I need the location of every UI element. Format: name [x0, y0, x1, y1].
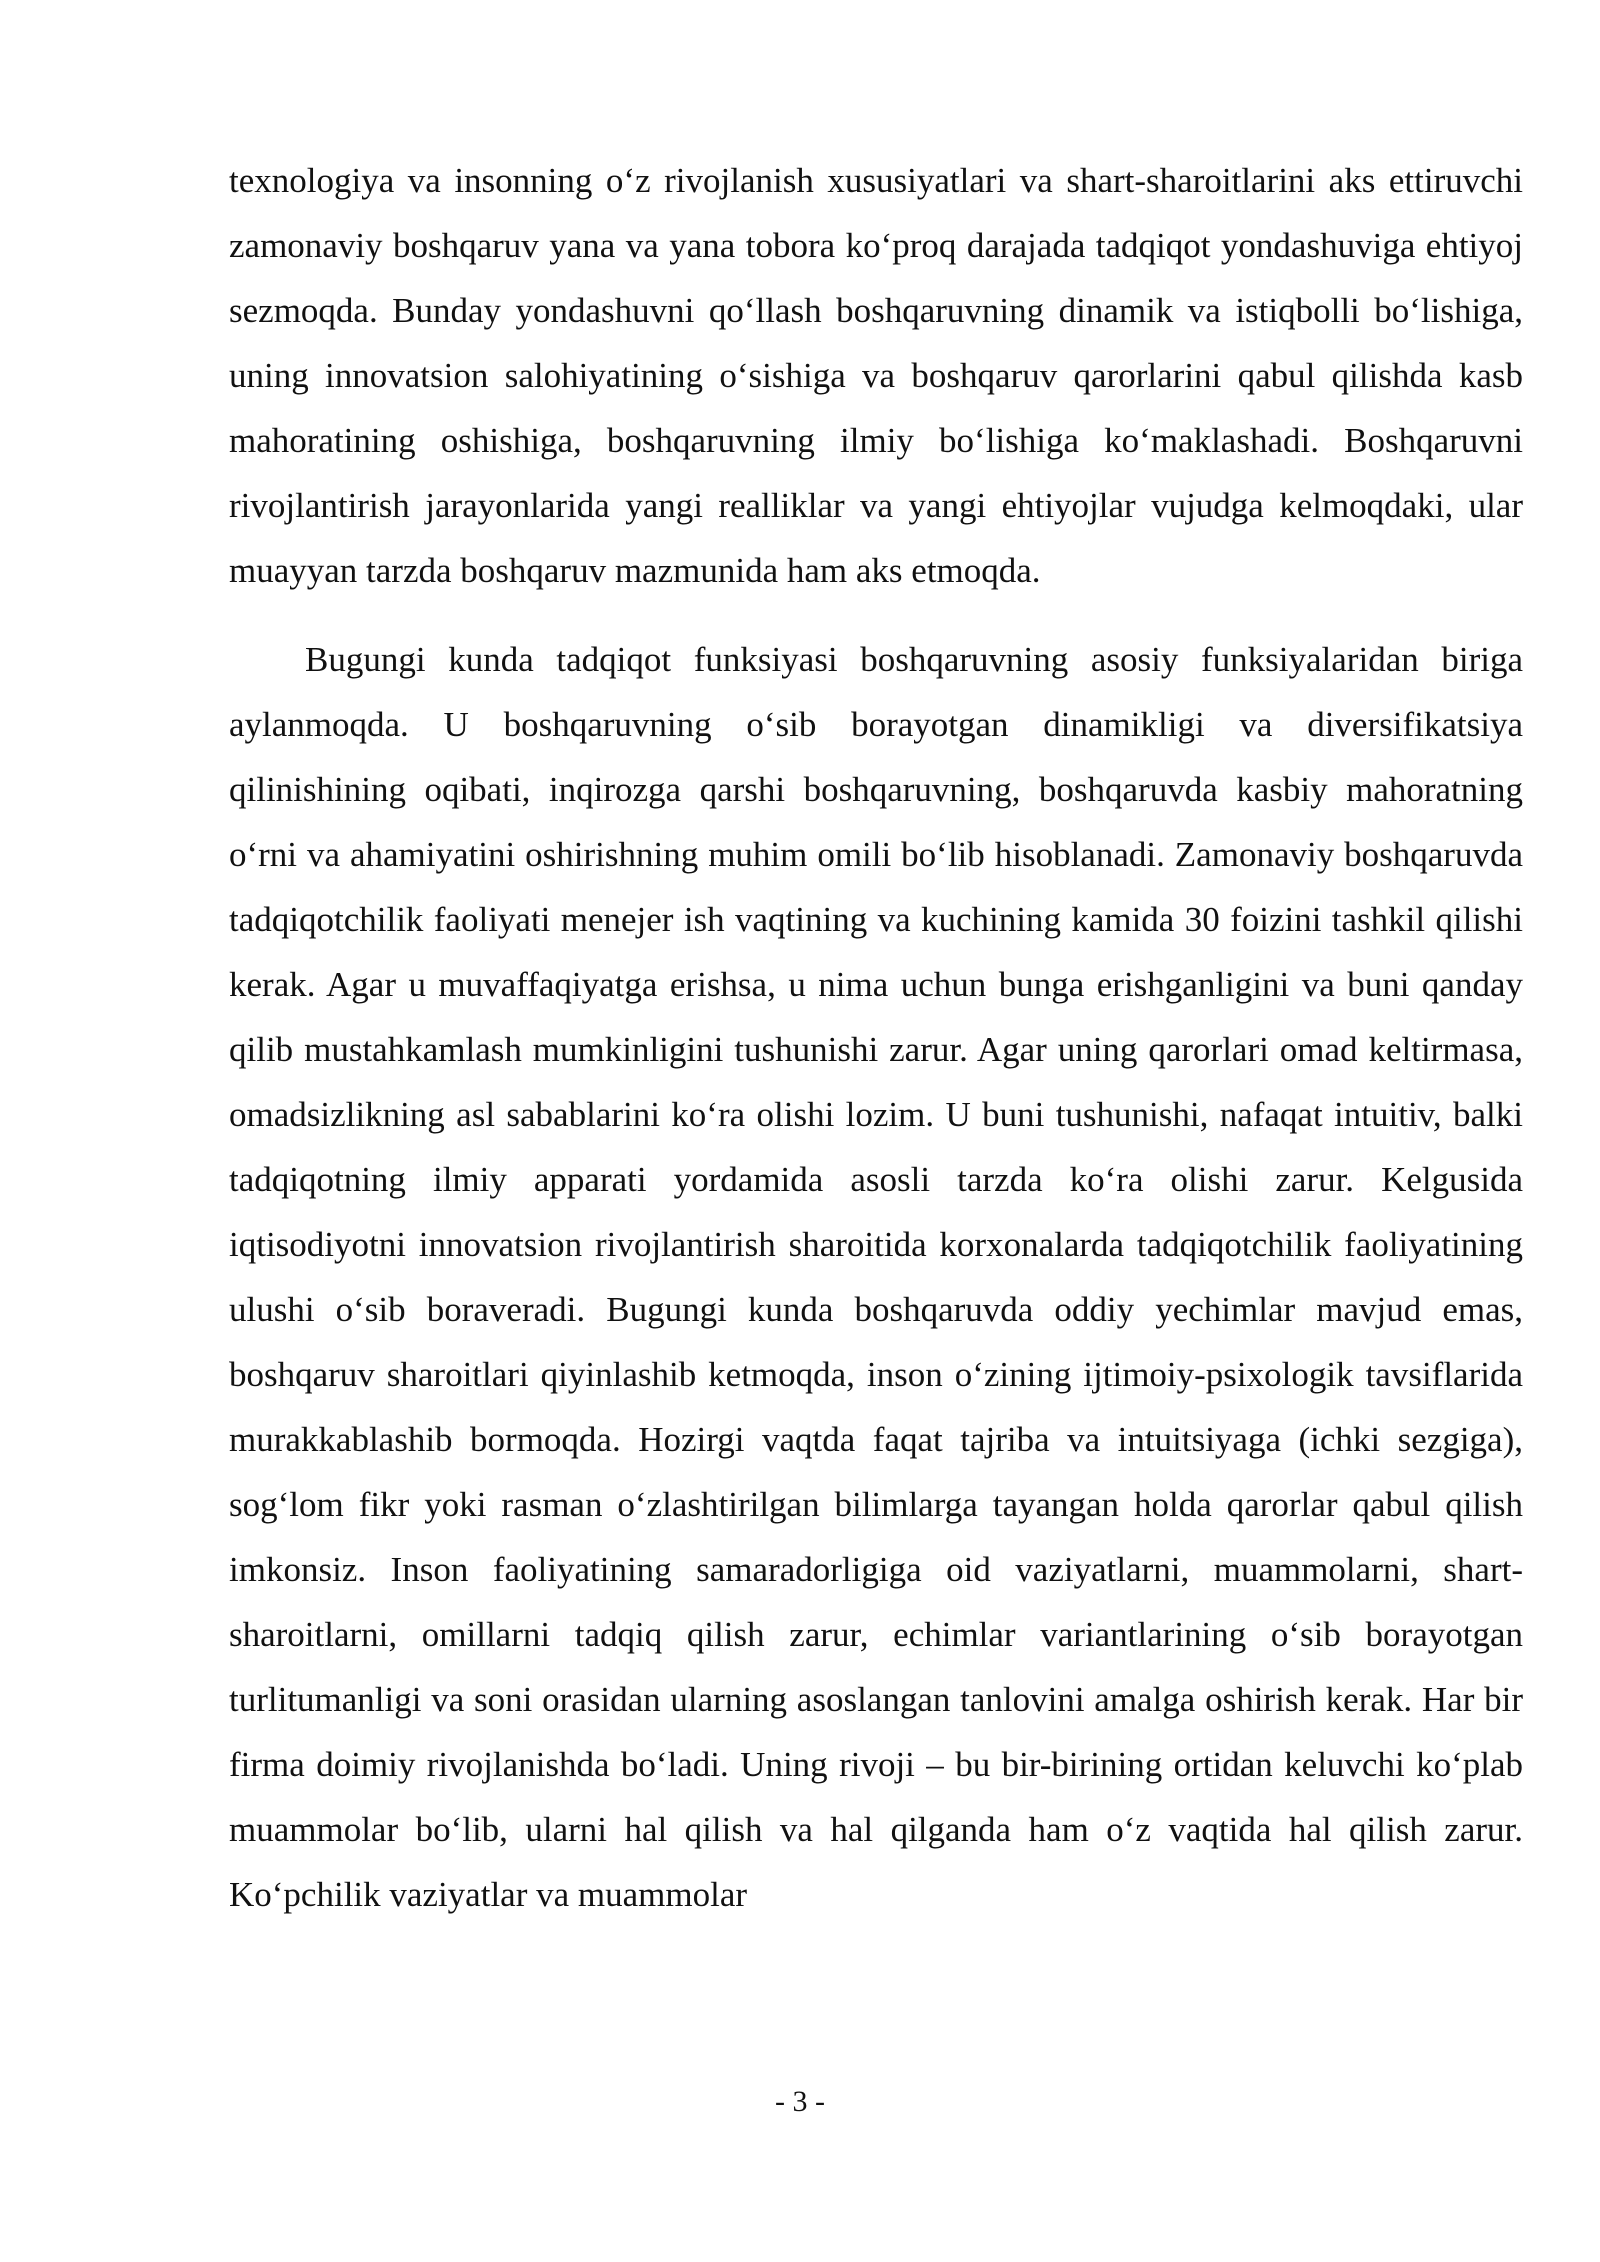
paragraph-continuation: texnologiya va insonning o‘z rivojlanish xususiyatlari va shart-sharoitlarini aks ettiruvchi zamonaviy boshqaruv yana va yana tobora ko‘proq darajada tadqiqot yondashuviga ehtiyoj sezmoqda. Bunday yondashuvni qo‘llash boshqaruvning dinamik va istiqbolli bo‘lishiga, uning innovatsion salohiyatining o‘sishiga va boshqaruv qarorlarini qabul qilishda kasb mahoratining oshishiga, boshqaruvning ilmiy bo‘lishiga ko‘maklashadi. Boshqaruvni rivojlantirish jarayonlarida yangi realliklar va yangi ehtiyojlar vujudga kelmoqdaki, ular muayyan tarzda boshqaruv mazmunida ham aks etmoqda. — [229, 161, 1523, 590]
page-number: - 3 - — [775, 2085, 825, 2118]
page-body — [229, 148, 1523, 1927]
paragraph-research-function: Bugungi kunda tadqiqot funksiyasi boshqaruvning asosiy funksiyalaridan biriga aylanmoqda. U boshqaruvning o‘sib borayotgan dinamikligi va diversifikatsiya qilinishining oqibati, inqirozga qarshi boshqaruvning, boshqaruvda kasbiy mahoratning o‘rni va ahamiyatini oshirishning muhim omili bo‘lib hisoblanadi. Zamonaviy boshqaruvda tadqiqotchilik faoliyati menejer ish vaqtining va kuchining kamida 30 foizini tashkil qilishi kerak. Agar u muvaffaqiyatga erishsa, u nima uchun bunga erishganligini va buni qanday qilib mustahkamlash mumkinligini tushunishi zarur. Agar uning qarorlari omad keltirmasa, omadsizlikning asl sabablarini ko‘ra olishi lozim. U buni tushunishi, nafaqat intuitiv, balki tadqiqotning ilmiy apparati yordamida asosli tarzda ko‘ra olishi zarur. Kelgusida iqtisodiyotni innovatsion rivojlantirish sharoitida korxonalarda tadqiqotchilik faoliyatining ulushi o‘sib boraveradi. Bugungi kunda boshqaruvda oddiy yechimlar mavjud emas, boshqaruv sharoitlari qiyinlashib ketmoqda, inson o‘zining ijtimoiy-psixologik tavsiflarida murakkablashib bormoqda. Hozirgi vaqtda faqat tajriba va intuitsiyaga (ichki sezgiga), sog‘lom fikr yoki rasman o‘zlashtirilgan bilimlarga tayangan holda qarorlar qabul qilish imkonsiz. Inson faoliyatining samaradorligiga oid vaziyatlarni, muammolarni, shart-sharoitlarni, omillarni tadqiq qilish zarur, echimlar variantlarining o‘sib borayotgan turlitumanligi va soni orasidan ularning asoslangan tanlovini amalga oshirish kerak. Har bir firma doimiy rivojlanishda bo‘ladi. Uning rivoji – bu bir-birining ortidan keluvchi ko‘plab muammolar bo‘lib, ularni hal qilish va hal qilganda ham o‘z vaqtida hal qilish zarur. Ko‘pchilik vaziyatlar va muammolar — [229, 640, 1523, 1914]
